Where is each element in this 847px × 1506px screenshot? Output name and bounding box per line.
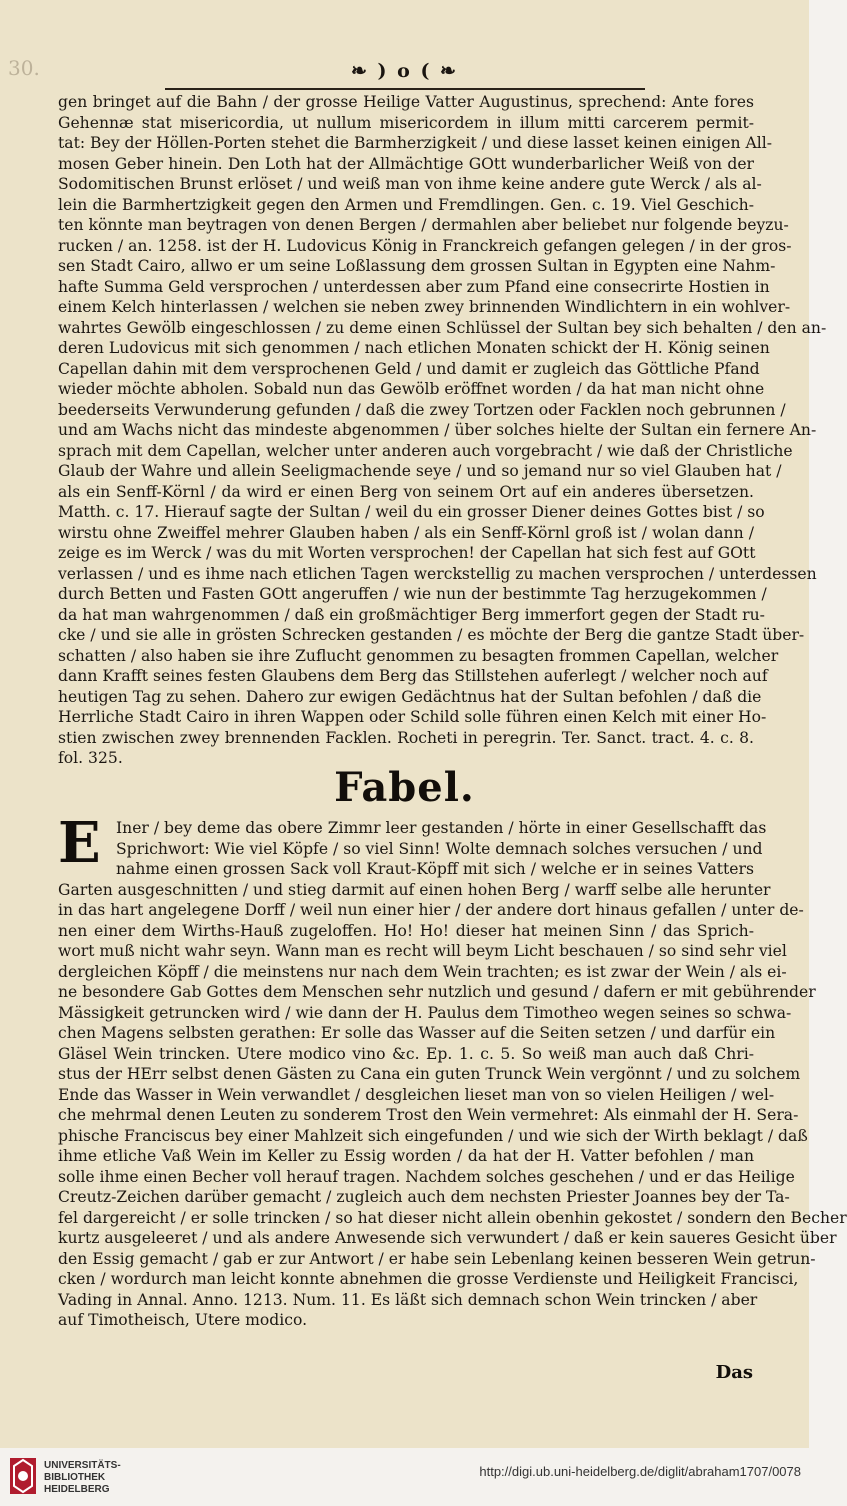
- text-line: Ende das Wasser in Wein verwandlet / desgleichen lieset man von so vielen Heiligen / wel-: [58, 1085, 775, 1104]
- text-line: fel dargereicht / er solle trincken / so hat dieser nicht allein obenhin gekostet / sondern den Becher: [58, 1208, 847, 1227]
- text-line: wirstu ohne Zweiffel mehrer Glauben haben / als ein Senff-Körnl groß ist / wolan dann /: [58, 523, 754, 542]
- text-line: Sodomitischen Brunst erlöset / und weiß man von ihme keine andere gute Werck / als al-: [58, 175, 762, 193]
- text-line: hafte Summa Geld versprochen / unterdessen aber zum Pfand eine consecrirte Hostien in: [58, 277, 770, 296]
- pencil-page-number: 30.: [8, 56, 40, 80]
- text-line: sprach mit dem Capellan, welcher unter anderen auch vorgebracht / wie daß der Christliche: [58, 441, 793, 460]
- text-line: beederseits Verwunderung gefunden / daß die zwey Tortzen oder Facklen noch gebrunnen /: [58, 400, 786, 419]
- text-line: cke / und sie alle in grösten Schrecken gestanden / es möchte der Berg die gantze Stadt über-: [58, 626, 805, 644]
- text-line: Gläsel Wein trincken. Utere modico vino &c. Ep. 1. c. 5. So weiß man auch daß Chri-: [58, 1044, 754, 1063]
- text-line: cken / wordurch man leicht konnte abnehmen die grosse Verdienste und Heiligkeit Francisci,: [58, 1270, 799, 1288]
- text-line: Mässigkeit getruncken wird / wie dann der H. Paulus dem Timotheo wegen seines so schwa-: [58, 1003, 792, 1022]
- text-line: Vading in Annal. Anno. 1213. Num. 11. Es läßt sich demnach schon Wein trincken / aber: [58, 1290, 758, 1309]
- text-line: che mehrmal denen Leuten zu sonderem Trost den Wein vermehret: Als einmahl der H. Sera-: [58, 1106, 799, 1124]
- text-line: da hat man wahrgenommen / daß ein großmächtiger Berg immerfort gegen der Stadt ru-: [58, 605, 765, 624]
- viewer-footer: [0, 1448, 809, 1506]
- text-line: auf Timotheisch, Utere modico.: [58, 1311, 308, 1329]
- text-line: dergleichen Köpff / die meinstens nur nach dem Wein trachten; es ist zwar der Wein / als ei-: [58, 962, 787, 981]
- library-line-2: BIBLIOTHEK: [44, 1472, 106, 1483]
- text-line: wahrtes Gewölb eingeschlossen / zu deme einen Schlüssel der Sultan bey sich behalten / den an-: [58, 318, 827, 337]
- text-line: zeige es im Werck / was du mit Worten versprochen! der Capellan hat sich fest auf GOtt: [58, 544, 756, 562]
- text-line: dann Krafft seines festen Glaubens dem Berg das Stillstehen auferlegt / welcher noch auf: [58, 667, 768, 685]
- text-line: mosen Geber hinein. Den Loth hat der Allmächtige GOtt wunderbarlicher Weiß von der: [58, 154, 754, 173]
- header-ornament: [0, 60, 809, 90]
- text-line: Iner / bey deme das obere Zimmr leer gestanden / hörte in einer Gesellschafft das: [116, 819, 767, 837]
- text-line: chen Magens selbsten gerathen: Er solle das Wasser auf die Seiten setzen / und darfür ein: [58, 1024, 776, 1042]
- text-line: ihme etliche Vaß Wein im Keller zu Essig worden / da hat der H. Vatter befohlen / man: [58, 1147, 754, 1165]
- text-line: deren Ludovicus mit sich genommen / nach etlichen Monaten schickt der H. König seinen: [58, 339, 770, 357]
- text-line: schatten / also haben sie ihre Zuflucht genommen zu besagten frommen Capellan, welcher: [58, 646, 779, 665]
- text-line: gen bringet auf die Bahn / der grosse Heilige Vatter Augustinus, sprechend: Ante fores: [58, 93, 754, 111]
- text-line: Gehennæ stat misericordia, ut nullum misericordem in illum mitti carcerem permit-: [58, 113, 754, 132]
- text-line: ne besondere Gab Gottes dem Menschen sehr nutzlich und gesund / dafern er mit gebührender: [58, 983, 816, 1001]
- text-line: sen Stadt Cairo, allwo er um seine Loßlassung dem grossen Sultan in Egypten eine Nahm-: [58, 257, 776, 275]
- paragraph-cairo-story: [58, 92, 827, 769]
- text-line: in das hart angelegene Dorff / weil nun einer hier / der andere dort hinaus gefallen / unter de-: [58, 901, 804, 919]
- text-line: stien zwischen zwey brennenden Facklen. Rocheti in peregrin. Ter. Sanct. tract. 4. c. 8.: [58, 728, 754, 747]
- text-line: und am Wachs nicht das mindeste abgenommen / über solches hielte der Sultan ein fernere An-: [58, 421, 817, 439]
- library-line-3: HEIDELBERG: [44, 1484, 110, 1495]
- text-line: ten könnte man beytragen von denen Bergen / dermahlen aber beliebet nur folgende beyzu-: [58, 216, 789, 234]
- text-line: Matth. c. 17. Hierauf sagte der Sultan / weil du ein grosser Diener deines Gottes bist / so: [58, 503, 765, 521]
- university-seal-icon: [8, 1456, 38, 1496]
- text-line: Glaub der Wahre und allein Seeligmachende seye / und so jemand nur so viel Glauben hat /: [58, 462, 782, 480]
- paragraph-fabel: [58, 818, 847, 1331]
- text-line: den Essig gemacht / gab er zur Antwort / er habe sein Lebenlang keinen besseren Wein getrun-: [58, 1249, 816, 1268]
- source-url-link[interactable]: http://digi.ub.uni-heidelberg.de/diglit/abraham1707/0078: [479, 1464, 801, 1479]
- text-line: wieder möchte abholen. Sobald nun das Gewölb eröffnet worden / da hat man nicht ohne: [58, 380, 765, 398]
- text-line: kurtz ausgeleeret / und als andere Anwesende sich verwundert / daß er kein saueres Gesicht über: [58, 1229, 837, 1247]
- text-line: Capellan dahin mit dem versprochenen Geld / und damit er zugleich das Göttliche Pfand: [58, 359, 760, 378]
- text-line: tat: Bey der Höllen-Porten stehet die Barmherzigkeit / und diese lasset keinen einigen All-: [58, 134, 773, 152]
- drop-capital: E: [58, 810, 101, 876]
- text-line: Garten ausgeschnitten / und stieg darmit auf einen hohen Berg / warff selbe alle herunter: [58, 880, 771, 899]
- text-line: verlassen / und es ihme nach etlichen Tagen werckstellig zu machen versprochen / unterdessen: [58, 564, 817, 583]
- header-rule: [165, 88, 645, 90]
- text-line: rucken / an. 1258. ist der H. Ludovicus König in Franckreich gefangen gelegen / in der gros-: [58, 236, 792, 255]
- text-line: als ein Senff-Körnl / da wird er einen Berg von seinem Ort auf ein anderes übersetzen.: [58, 482, 754, 501]
- text-line: nahme einen grossen Sack voll Kraut-Köpff mit sich / welche er in seines Vatters: [116, 860, 754, 878]
- text-line: stus der HErr selbst denen Gästen zu Cana ein guten Trunck Wein vergönnt / und zu solchem: [58, 1065, 801, 1083]
- text-line: heutigen Tag zu sehen. Dahero zur ewigen Gedächtnus hat der Sultan befohlen / daß die: [58, 687, 762, 706]
- header-ornament-glyphs: ❧ ) o ( ❧: [351, 60, 458, 82]
- text-line: einem Kelch hinterlassen / welchen sie neben zwey brinnenden Windlichtern in ein wohlver-: [58, 298, 791, 316]
- text-line: wort muß nicht wahr seyn. Wann man es recht will beym Licht beschauen / so sind sehr viel: [58, 942, 787, 960]
- library-line-1: UNIVERSITÄTS-: [44, 1460, 121, 1471]
- text-line: Sprichwort: Wie viel Köpfe / so viel Sinn! Wolte demnach solches versuchen / und: [116, 839, 763, 858]
- text-line: phische Franciscus bey einer Mahlzeit sich eingefunden / und wie sich der Wirth beklagt / daß: [58, 1126, 808, 1145]
- text-line: nen einer dem Wirths-Hauß zugeloffen. Ho! Ho! dieser hat meinen Sinn / das Sprich-: [58, 921, 754, 940]
- text-line: Creutz-Zeichen darüber gemacht / zugleich auch dem nechsten Priester Joannes bey der Ta-: [58, 1188, 790, 1206]
- catchword: Das: [715, 1362, 753, 1383]
- text-line: durch Betten und Fasten GOtt angeruffen / wie nun der bestimmte Tag herzugekommen /: [58, 585, 767, 603]
- text-line: lein die Barmhertzigkeit gegen den Armen und Fremdlingen. Gen. c. 19. Viel Geschich-: [58, 195, 754, 214]
- text-line: Herrliche Stadt Cairo in ihren Wappen oder Schild solle führen einen Kelch mit einer Ho-: [58, 708, 767, 726]
- library-name: [44, 1460, 121, 1496]
- text-line: solle ihme einen Becher voll herauf tragen. Nachdem solches geschehen / und er das Heilige: [58, 1167, 795, 1186]
- section-heading: Fabel.: [334, 764, 475, 811]
- text-line: fol. 325.: [58, 749, 123, 767]
